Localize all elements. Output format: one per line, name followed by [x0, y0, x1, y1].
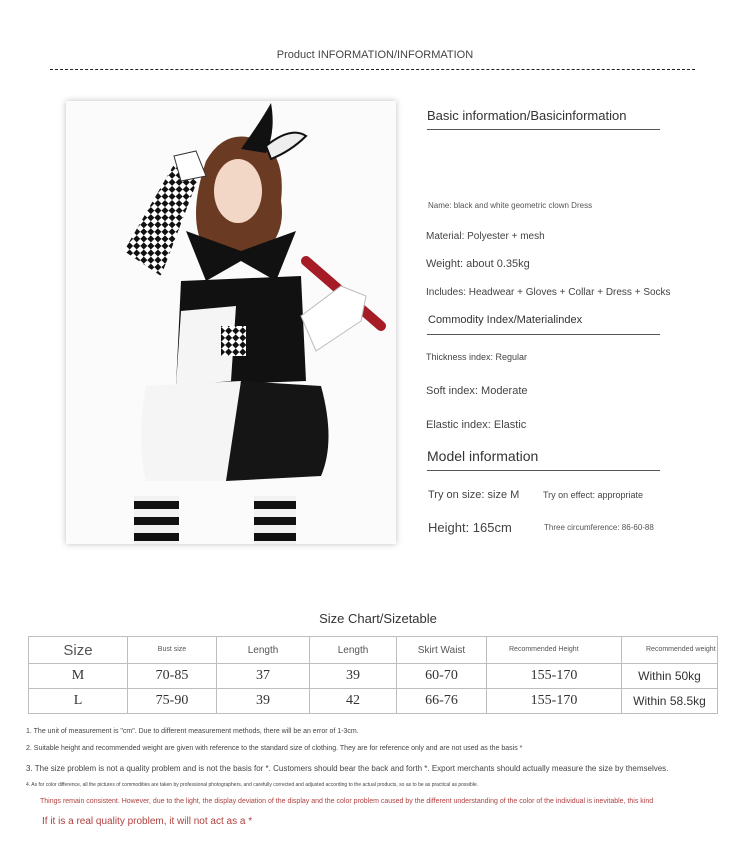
table-cell: 60-70	[397, 664, 487, 689]
table-cell: 75-90	[128, 689, 217, 714]
note-5: Things remain consistent. However, due to the light, the display deviation of the display and the color problem caused by the different understanding of the color of the individual is inevitable, this kind	[40, 798, 654, 805]
note-6: If it is a real quality problem, it will not act as a *	[42, 816, 253, 827]
table-cell: 39	[217, 689, 310, 714]
col-header-bust: Bust size	[128, 637, 217, 664]
table-row	[29, 664, 718, 689]
model-info-underline	[427, 470, 660, 471]
col-header-length-2: Length	[310, 637, 397, 664]
table-cell: 39	[310, 664, 397, 689]
note-3: 3. The size problem is not a quality problem and is not the basis for *. Customers should bear the back and forth *. Export merchants should actually measure the size by themselves.	[26, 764, 669, 773]
three-circumference-text: Three circumference: 86-60-88	[544, 523, 654, 532]
commodity-index-title: Commodity Index/Materialindex	[428, 314, 583, 326]
product-name: Name: black and white geometric clown Dress	[428, 201, 593, 210]
size-table-header	[29, 637, 718, 664]
basic-info-underline	[427, 129, 660, 130]
col-header-length-1: Length	[217, 637, 310, 664]
page-title: Product INFORMATION/INFORMATION	[276, 49, 474, 61]
table-cell: M	[29, 664, 128, 689]
model-info-title: Model information	[427, 448, 539, 464]
note-4: 4. As for color difference, all the pictures of commodities are taken by professional photographers, and carefully corrected and adjusted according to the actual products, so as to be as practical as possible.	[26, 782, 479, 788]
table-cell: Within 50kg	[622, 664, 718, 689]
elastic-text: Elastic index: Elastic	[426, 419, 527, 431]
note-2: 2. Suitable height and recommended weight are given with reference to the standard size of clothing. They are for reference only and are not used as the basis *	[26, 745, 523, 752]
basic-info-title: Basic information/Basicinformation	[427, 108, 627, 123]
col-header-size: Size	[29, 637, 128, 664]
thickness-text: Thickness index: Regular	[426, 352, 528, 362]
col-header-skirt-waist: Skirt Waist	[397, 637, 487, 664]
table-cell: 70-85	[128, 664, 217, 689]
size-chart-title: Size Chart/Sizetable	[319, 611, 437, 626]
soft-text: Soft index: Moderate	[426, 385, 528, 397]
table-cell: 155-170	[487, 689, 622, 714]
table-cell: L	[29, 689, 128, 714]
height-text: Height: 165cm	[428, 520, 512, 535]
try-effect-text: Try on effect: appropriate	[543, 490, 644, 500]
col-header-rec-weight: Recommended weight	[622, 637, 718, 664]
col-header-rec-height: Recommended Height	[487, 637, 622, 664]
size-table	[28, 636, 718, 714]
table-cell: 42	[310, 689, 397, 714]
commodity-index-underline	[427, 334, 660, 335]
try-size-text: Try on size: size M	[428, 489, 520, 501]
weight-text: Weight: about 0.35kg	[426, 258, 530, 270]
table-cell: 66-76	[397, 689, 487, 714]
includes-text: Includes: Headwear + Gloves + Collar + Dress + Socks	[426, 287, 671, 298]
table-cell: Within 58.5kg	[622, 689, 718, 714]
table-row	[29, 689, 718, 714]
product-photo	[66, 101, 396, 544]
material-text: Material: Polyester + mesh	[426, 231, 545, 242]
table-cell: 155-170	[487, 664, 622, 689]
dashed-divider	[50, 69, 695, 70]
note-1: 1. The unit of measurement is "cm". Due to different measurement methods, there will be an error of 1-3cm.	[26, 728, 359, 735]
table-cell: 37	[217, 664, 310, 689]
